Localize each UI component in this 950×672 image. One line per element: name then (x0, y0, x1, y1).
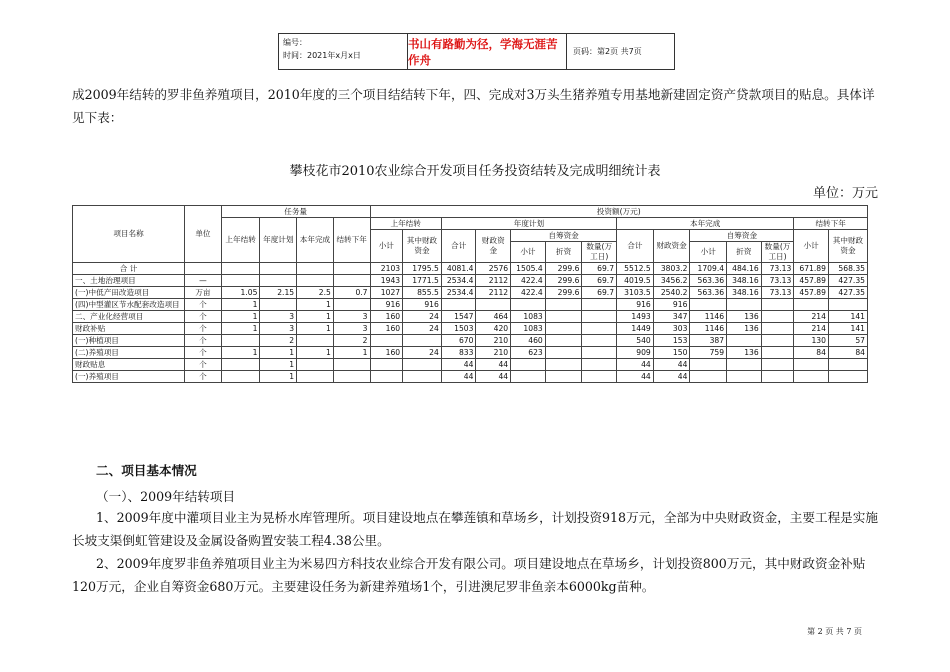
cell-cp-tot: 540 (617, 335, 654, 347)
table-title: 攀枝花市2010农业综合开发项目任务投资结转及完成明细统计表 (289, 164, 661, 179)
cell-ap-self: 1083 (511, 311, 546, 323)
cell-cp-tot: 916 (617, 299, 654, 311)
cell-nx-sub (794, 371, 829, 383)
cell-ly-fin (403, 371, 442, 383)
cell-t3: 1 (297, 311, 334, 323)
cell-cp-disc: 136 (727, 311, 762, 323)
cell-cp-tot: 44 (617, 371, 654, 383)
col-task-plan: 年度计划 (260, 218, 297, 263)
table-row (73, 299, 868, 311)
cell-t2: 1 (260, 371, 297, 383)
cell-ap-disc: 299.6 (545, 263, 582, 275)
cell-nx-sub: 214 (794, 311, 829, 323)
cell-ap-fin: 44 (476, 359, 511, 371)
col-ap-self: 自筹资金 (511, 230, 617, 242)
cell-ap-disc (545, 347, 582, 359)
col-ap-discount: 折资 (545, 242, 582, 263)
cell-ap-tot: 670 (441, 335, 476, 347)
cell-t1 (221, 371, 260, 383)
table-body (73, 263, 868, 383)
paragraph-1b: 长坡支渠倒虹管建设及金属设备购置安装工程4.38公里。 (72, 533, 390, 548)
col-completed: 本年完成 (617, 218, 794, 230)
cell-cp-disc: 348.16 (727, 275, 762, 287)
cell-ap-self: 1505.4 (511, 263, 546, 275)
cell-ap-qty (582, 359, 617, 371)
cell-t4: 2 (333, 335, 370, 347)
cell-t4 (333, 263, 370, 275)
cell-ap-disc: 299.6 (545, 287, 582, 299)
cell-cp-qty (761, 299, 794, 311)
cell-nx-fin: 568.35 (828, 263, 867, 275)
cell-cp-disc (727, 335, 762, 347)
cell-t4 (333, 275, 370, 287)
cell-cp-self: 759 (690, 347, 727, 359)
col-investment: 投资额(万元) (370, 206, 867, 218)
cell-cp-qty (761, 311, 794, 323)
cell-cp-tot: 5512.5 (617, 263, 654, 275)
cell-t1: 1.05 (221, 287, 260, 299)
cell-cp-fin: 2540.2 (653, 287, 690, 299)
cell-t4: 0.7 (333, 287, 370, 299)
cell-cp-self: 563.36 (690, 287, 727, 299)
cell-unit: 个 (185, 371, 222, 383)
cell-name: 一、土地治理项目 (73, 275, 185, 287)
cell-t2: 3 (260, 311, 297, 323)
table-unit: 单位：万元 (812, 186, 878, 201)
cell-cp-qty (761, 371, 794, 383)
cell-t2: 1 (260, 347, 297, 359)
col-ap-total: 合计 (441, 230, 476, 263)
cell-cp-qty (761, 323, 794, 335)
cell-t1: 1 (221, 347, 260, 359)
col-task-last: 上年结转 (221, 218, 260, 263)
cell-name: 财政补贴 (73, 323, 185, 335)
cell-cp-self: 1709.4 (690, 263, 727, 275)
cell-ap-qty (582, 311, 617, 323)
cell-unit: 个 (185, 323, 222, 335)
col-ly-sub: 小计 (370, 230, 403, 263)
cell-t2: 2 (260, 335, 297, 347)
cell-ly-fin: 855.5 (403, 287, 442, 299)
cell-ap-qty (582, 335, 617, 347)
cell-cp-fin: 3456.2 (653, 275, 690, 287)
cell-t4 (333, 359, 370, 371)
col-unit: 单位 (185, 206, 222, 263)
cell-ap-self: 460 (511, 335, 546, 347)
cell-t1: 1 (221, 311, 260, 323)
cell-cp-self: 1146 (690, 311, 727, 323)
cell-ly-fin: 1771.5 (403, 275, 442, 287)
cell-ly-fin: 24 (403, 323, 442, 335)
cell-unit: 个 (185, 335, 222, 347)
cell-cp-tot: 1449 (617, 323, 654, 335)
cell-cp-fin: 44 (653, 371, 690, 383)
cell-cp-self: 563.36 (690, 275, 727, 287)
col-cp-fin: 财政资金 (653, 230, 690, 263)
cell-unit: 个 (185, 347, 222, 359)
cell-cp-disc: 136 (727, 323, 762, 335)
cell-cp-disc: 136 (727, 347, 762, 359)
cell-ly-sub: 160 (370, 347, 403, 359)
page-footer: 第 2 页 共 7 页 (807, 627, 862, 636)
cell-t2 (260, 263, 297, 275)
cell-t3: 1 (297, 299, 334, 311)
table-row (73, 311, 868, 323)
cell-ly-fin (403, 359, 442, 371)
section-subheading: （一）、2009年结转项目 (96, 489, 236, 504)
cell-t1 (221, 359, 260, 371)
table-row (73, 347, 868, 359)
cell-cp-qty (761, 335, 794, 347)
cell-cp-qty: 73.13 (761, 287, 794, 299)
cell-unit: 个 (185, 311, 222, 323)
cell-cp-fin: 150 (653, 347, 690, 359)
cell-t1: 1 (221, 299, 260, 311)
col-cp-self: 自筹资金 (690, 230, 794, 242)
col-nx-fin: 其中财政资金 (828, 230, 867, 263)
cell-ly-sub: 160 (370, 323, 403, 335)
cell-unit (185, 263, 222, 275)
cell-unit: 个 (185, 299, 222, 311)
cell-cp-fin: 44 (653, 359, 690, 371)
cell-ly-fin: 24 (403, 347, 442, 359)
cell-ap-fin (476, 299, 511, 311)
cell-t3 (297, 359, 334, 371)
table-row (73, 287, 868, 299)
cell-ap-fin: 464 (476, 311, 511, 323)
cell-ly-sub (370, 359, 403, 371)
cell-ly-fin: 24 (403, 311, 442, 323)
cell-nx-fin (828, 371, 867, 383)
cell-ap-tot: 4081.4 (441, 263, 476, 275)
cell-t4: 3 (333, 323, 370, 335)
table-row (73, 371, 868, 383)
cell-ap-qty (582, 347, 617, 359)
cell-cp-tot: 44 (617, 359, 654, 371)
cell-cp-disc (727, 371, 762, 383)
cell-nx-fin: 141 (828, 323, 867, 335)
col-cp-quantity: 数量(万工日) (761, 242, 794, 263)
cell-ly-sub (370, 335, 403, 347)
col-task-done: 本年完成 (297, 218, 334, 263)
cell-t3 (297, 371, 334, 383)
col-ap-self-sub: 小计 (511, 242, 546, 263)
cell-nx-sub: 671.89 (794, 263, 829, 275)
table-row (73, 275, 868, 287)
table-row (73, 323, 868, 335)
cell-ap-disc (545, 359, 582, 371)
cell-t1 (221, 263, 260, 275)
cell-ap-self (511, 359, 546, 371)
cell-ap-fin: 210 (476, 335, 511, 347)
cell-t1 (221, 335, 260, 347)
cell-nx-sub: 214 (794, 323, 829, 335)
cell-ap-tot: 833 (441, 347, 476, 359)
cell-ap-tot: 1503 (441, 323, 476, 335)
page-header (278, 33, 675, 70)
col-cp-total: 合计 (617, 230, 654, 263)
col-cp-discount: 折资 (727, 242, 762, 263)
cell-cp-disc (727, 359, 762, 371)
cell-ap-self (511, 299, 546, 311)
paragraph-2b: 120万元，企业自筹资金680万元。主要建设任务为新建养殖场1个，引进澳尼罗非鱼亲本6000kg苗种。 (72, 579, 655, 594)
cell-ap-disc (545, 311, 582, 323)
cell-ap-qty: 69.7 (582, 275, 617, 287)
cell-ly-fin: 916 (403, 299, 442, 311)
cell-cp-self (690, 371, 727, 383)
cell-nx-sub (794, 299, 829, 311)
statistics-table (72, 205, 868, 383)
cell-nx-sub: 130 (794, 335, 829, 347)
section-heading: 二、项目基本情况 (96, 463, 197, 478)
cell-cp-disc (727, 299, 762, 311)
cell-ap-disc (545, 323, 582, 335)
cell-name: (一)种植项目 (73, 335, 185, 347)
cell-nx-fin: 427.35 (828, 287, 867, 299)
cell-ap-qty (582, 371, 617, 383)
cell-ly-sub: 160 (370, 311, 403, 323)
paragraph-2a: 2、2009年度罗非鱼养殖项目业主为米易四方科技农业综合开发有限公司。项目建设地点在草场乡，计划投资800万元，其中财政资金补贴 (96, 556, 866, 571)
col-last-year: 上年结转 (370, 218, 441, 230)
cell-ly-fin: 1795.5 (403, 263, 442, 275)
cell-cp-tot: 3103.5 (617, 287, 654, 299)
col-ap-quantity: 数量(万工日) (582, 242, 617, 263)
header-page-label: 页码：第2页 共7页 (573, 47, 642, 56)
table-row (73, 359, 868, 371)
cell-ap-disc (545, 299, 582, 311)
cell-name: (一)养殖项目 (73, 371, 185, 383)
cell-t4: 1 (333, 347, 370, 359)
cell-nx-sub: 457.89 (794, 287, 829, 299)
cell-cp-tot: 4019.5 (617, 275, 654, 287)
cell-unit: 万亩 (185, 287, 222, 299)
cell-ap-qty: 69.7 (582, 287, 617, 299)
cell-nx-fin (828, 359, 867, 371)
header-meta (279, 34, 408, 69)
cell-ap-self: 623 (511, 347, 546, 359)
cell-t1 (221, 275, 260, 287)
cell-ap-tot: 44 (441, 359, 476, 371)
cell-cp-fin: 3803.2 (653, 263, 690, 275)
cell-cp-tot: 1493 (617, 311, 654, 323)
cell-t2: 1 (260, 359, 297, 371)
cell-ap-fin: 210 (476, 347, 511, 359)
cell-t3: 1 (297, 347, 334, 359)
col-ap-fin: 财政资金 (476, 230, 511, 263)
cell-ap-self: 1083 (511, 323, 546, 335)
cell-t2: 2.15 (260, 287, 297, 299)
cell-name: (一)中低产田改造项目 (73, 287, 185, 299)
cell-ly-fin (403, 335, 442, 347)
cell-t2 (260, 299, 297, 311)
intro-line-2: 见下表： (72, 110, 123, 125)
cell-t2 (260, 275, 297, 287)
col-nx-sub: 小计 (794, 230, 829, 263)
cell-ap-qty (582, 323, 617, 335)
cell-t3 (297, 335, 334, 347)
cell-nx-fin (828, 299, 867, 311)
cell-cp-self (690, 359, 727, 371)
cell-ap-tot: 2534.4 (441, 287, 476, 299)
cell-name: 合 计 (73, 263, 185, 275)
cell-cp-fin: 303 (653, 323, 690, 335)
header-motto: 书山有路勤为径，学海无涯苦作舟 (408, 34, 567, 69)
col-carry-next: 结转下年 (794, 218, 868, 230)
cell-t3 (297, 263, 334, 275)
cell-ap-self (511, 371, 546, 383)
cell-name: 二、产业化经营项目 (73, 311, 185, 323)
cell-name: 财政贴息 (73, 359, 185, 371)
paragraph-1a: 1、2009年度中灌项目业主为晃桥水库管理所。项目建设地点在攀莲镇和草场乡，计划投资918万元，全部为中央财政资金，主要工程是实施 (96, 510, 878, 525)
cell-t2: 3 (260, 323, 297, 335)
cell-ap-fin: 2576 (476, 263, 511, 275)
cell-name: (二)养殖项目 (73, 347, 185, 359)
time-label: 时间：2021年x月x日 (283, 51, 361, 60)
cell-nx-fin: 84 (828, 347, 867, 359)
cell-ap-fin: 2112 (476, 287, 511, 299)
cell-nx-sub: 84 (794, 347, 829, 359)
cell-t4 (333, 299, 370, 311)
cell-ap-tot: 1547 (441, 311, 476, 323)
cell-cp-fin: 347 (653, 311, 690, 323)
table-row (73, 263, 868, 275)
cell-ap-tot: 2534.4 (441, 275, 476, 287)
col-task-next: 结转下年 (333, 218, 370, 263)
cell-ly-sub: 916 (370, 299, 403, 311)
cell-ap-tot: 44 (441, 371, 476, 383)
cell-unit: 个 (185, 359, 222, 371)
cell-cp-qty (761, 347, 794, 359)
col-ly-fin: 其中财政资金 (403, 230, 442, 263)
cell-ap-self: 422.4 (511, 287, 546, 299)
cell-ap-tot (441, 299, 476, 311)
cell-cp-qty (761, 359, 794, 371)
cell-cp-disc: 348.16 (727, 287, 762, 299)
cell-ap-self: 422.4 (511, 275, 546, 287)
table-row (73, 335, 868, 347)
cell-cp-tot: 909 (617, 347, 654, 359)
cell-nx-fin: 427.35 (828, 275, 867, 287)
cell-ap-qty (582, 299, 617, 311)
cell-cp-disc: 484.16 (727, 263, 762, 275)
cell-ly-sub: 1027 (370, 287, 403, 299)
cell-nx-fin: 57 (828, 335, 867, 347)
col-annual-plan: 年度计划 (441, 218, 616, 230)
cell-t3 (297, 275, 334, 287)
cell-t4 (333, 371, 370, 383)
number-label: 编号： (283, 38, 307, 47)
cell-nx-sub: 457.89 (794, 275, 829, 287)
cell-unit: — (185, 275, 222, 287)
cell-cp-fin: 916 (653, 299, 690, 311)
cell-ly-sub: 1943 (370, 275, 403, 287)
cell-t4: 3 (333, 311, 370, 323)
cell-ap-disc (545, 335, 582, 347)
cell-cp-fin: 153 (653, 335, 690, 347)
col-project-name: 项目名称 (73, 206, 185, 263)
cell-ly-sub: 2103 (370, 263, 403, 275)
cell-t3: 2.5 (297, 287, 334, 299)
cell-ap-fin: 2112 (476, 275, 511, 287)
cell-name: (四)中型灌区节水配套改造项目 (73, 299, 185, 311)
cell-t3: 1 (297, 323, 334, 335)
cell-nx-fin: 141 (828, 311, 867, 323)
cell-ap-qty: 69.7 (582, 263, 617, 275)
cell-ap-disc (545, 371, 582, 383)
cell-cp-self: 387 (690, 335, 727, 347)
cell-cp-self: 1146 (690, 323, 727, 335)
cell-ap-fin: 44 (476, 371, 511, 383)
cell-cp-self (690, 299, 727, 311)
cell-nx-sub (794, 359, 829, 371)
cell-cp-qty: 73.13 (761, 275, 794, 287)
intro-line-1: 成2009年结转的罗非鱼养殖项目，2010年度的三个项目结结转下年，四、完成对3万头生猪养殖专用基地新建固定资产贷款项目的贴息。具体详 (72, 87, 875, 102)
cell-ap-fin: 420 (476, 323, 511, 335)
cell-ap-disc: 299.6 (545, 275, 582, 287)
col-cp-self-sub: 小计 (690, 242, 727, 263)
cell-ly-sub (370, 371, 403, 383)
cell-t1: 1 (221, 323, 260, 335)
col-tasks: 任务量 (221, 206, 370, 218)
cell-cp-qty: 73.13 (761, 263, 794, 275)
